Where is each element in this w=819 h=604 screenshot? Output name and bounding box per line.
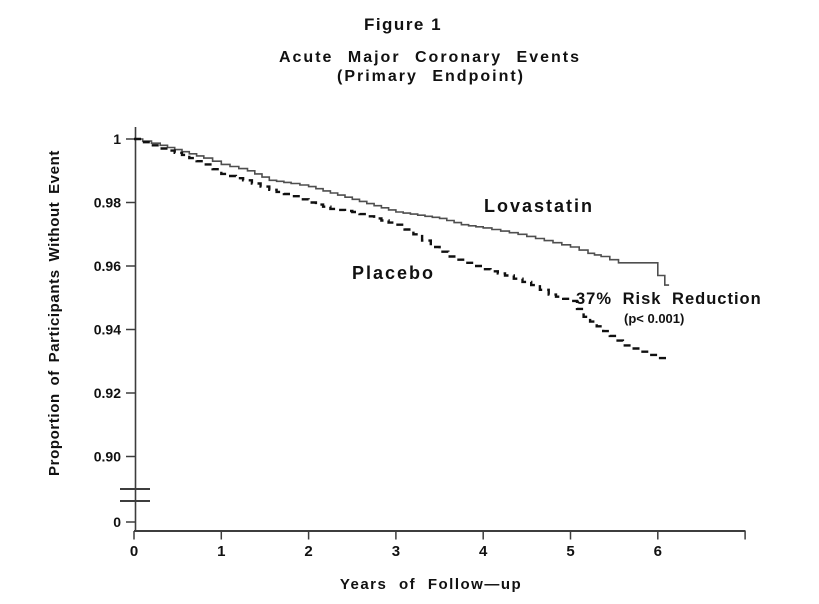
x-tick-label: 3 <box>391 543 401 560</box>
placebo-curve-label: Placebo <box>352 263 436 283</box>
x-tick-label: 1 <box>217 543 226 560</box>
x-tick-label: 2 <box>304 543 313 560</box>
x-tick-label: 0 <box>129 543 139 560</box>
x-tick-label: 5 <box>566 543 575 560</box>
y-axis-title: Proportion of Participants Without Event <box>46 150 63 476</box>
y-tick-label: 0.96 <box>93 258 121 274</box>
p-value-annotation: (p< 0.001) <box>624 311 685 326</box>
lovastatin-curve-label: Lovastatin <box>484 196 595 216</box>
x-tick-label: 6 <box>653 543 662 560</box>
curves-layer <box>134 139 669 361</box>
axes-layer <box>94 127 746 560</box>
figure-number: Figure 1 <box>363 15 443 34</box>
figure-subtitle: (Primary Endpoint) <box>336 68 526 85</box>
y-tick-label: 1 <box>113 131 121 147</box>
x-axis-title: Years of Follow—up <box>339 576 523 593</box>
y-origin-label: 0 <box>113 514 121 530</box>
y-tick-label: 0.90 <box>93 448 121 465</box>
y-tick-label: 0.94 <box>93 321 121 338</box>
figure-title: Acute Major Coronary Events <box>278 49 582 66</box>
y-tick-label: 0.92 <box>93 385 121 401</box>
y-tick-label: 0.98 <box>93 194 121 211</box>
x-tick-label: 4 <box>479 543 488 560</box>
risk-reduction-annotation: 37% Risk Reduction <box>576 290 762 308</box>
